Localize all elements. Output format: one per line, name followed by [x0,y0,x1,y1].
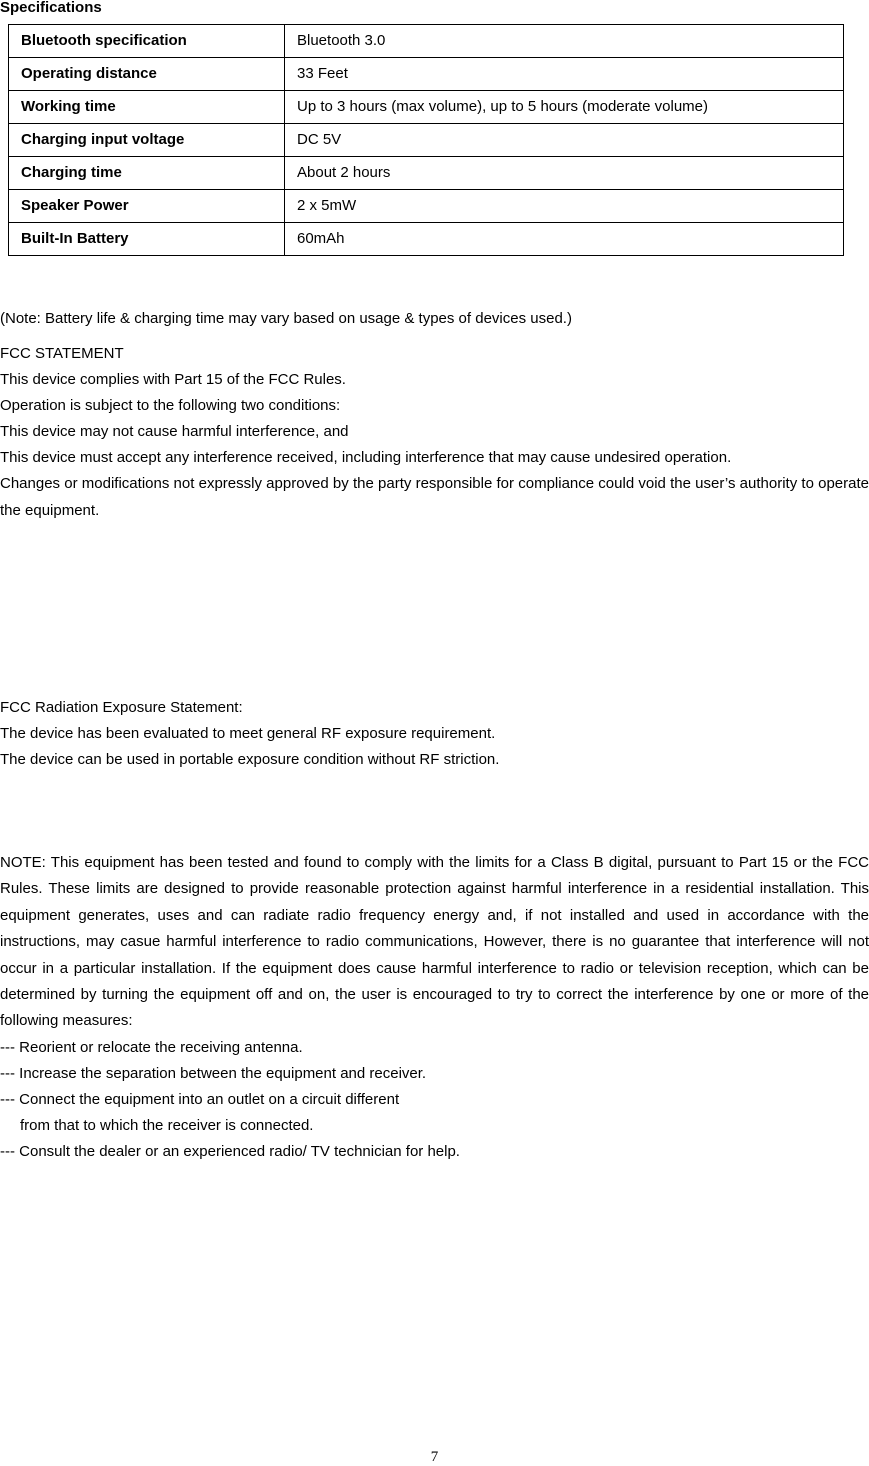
fcc-line: Operation is subject to the following two conditions: [0,397,341,414]
page-number: 7 [430,1449,439,1465]
measure-item: --- Consult the dealer or an experienced radio/ TV technician for help. [0,1142,460,1160]
spec-value: 2 x 5mW [285,190,844,223]
spec-label: Built-In Battery [9,223,285,256]
interference-note-section [0,850,869,1165]
radiation-title: FCC Radiation Exposure Statement: [0,699,243,716]
spec-label: Charging time [9,157,285,190]
table-row [9,25,844,58]
spec-label: Speaker Power [9,190,285,223]
table-row [9,157,844,190]
fcc-paragraph: Changes or modifications not expressly approved by the party responsible for compliance could void the user’s authority to operate the equipment. [0,475,869,519]
spec-value: Bluetooth 3.0 [285,25,844,58]
spec-label: Operating distance [9,58,285,91]
spec-value: Up to 3 hours (max volume), up to 5 hours (moderate volume) [285,91,844,124]
specifications-heading: Specifications [0,0,102,16]
fcc-paragraph: This device must accept any interference received, including interference that may cause undesired operation. [0,449,732,466]
spec-value: About 2 hours [285,157,844,190]
note-text: (Note: Battery life & charging time may vary based on usage & types of devices used.) [0,310,572,327]
radiation-line: The device can be used in portable exposure condition without RF striction. [0,751,500,768]
spec-value: 60mAh [285,223,844,256]
table-row [9,58,844,91]
fcc-title: FCC STATEMENT [0,345,124,362]
spec-label: Bluetooth specification [9,25,285,58]
fcc-statement-section [0,341,869,524]
fcc-line: This device complies with Part 15 of the FCC Rules. [0,371,346,388]
spec-value: DC 5V [285,124,844,157]
measure-item-continued: from that to which the receiver is connected. [20,1116,314,1134]
measure-item: --- Reorient or relocate the receiving antenna. [0,1038,303,1056]
battery-note [0,306,869,332]
interference-paragraph: NOTE: This equipment has been tested and found to comply with the limits for a Class B digital, pursuant to Part 15 or the FCC Rules. These limits are designed to provide reasonable protection against harmful interference in a residential installation. This equipment generates, uses and can radiate radio frequency energy and, if not installed and used in accordance with the instructions, may casue harmful interference to radio communications, However, there is no guarantee that interference will not occur in a particular installation. If the equipment does cause harmful interference to radio or television reception, which can be determined by turning the equipment off and on, the user is encouraged to try to correct the interference by one or more of the following measures: [0,854,869,1030]
spec-label: Charging input voltage [9,124,285,157]
table-row [9,91,844,124]
radiation-line: The device has been evaluated to meet general RF exposure requirement. [0,725,496,742]
table-row [9,223,844,256]
fcc-line: This device may not cause harmful interference, and [0,423,349,440]
spec-label: Working time [9,91,285,124]
spec-value: 33 Feet [285,58,844,91]
measure-item: --- Connect the equipment into an outlet on a circuit different [0,1090,400,1108]
table-row [9,190,844,223]
specifications-table [8,24,844,256]
radiation-exposure-section [0,695,869,773]
measure-item: --- Increase the separation between the equipment and receiver. [0,1064,427,1082]
table-row [9,124,844,157]
